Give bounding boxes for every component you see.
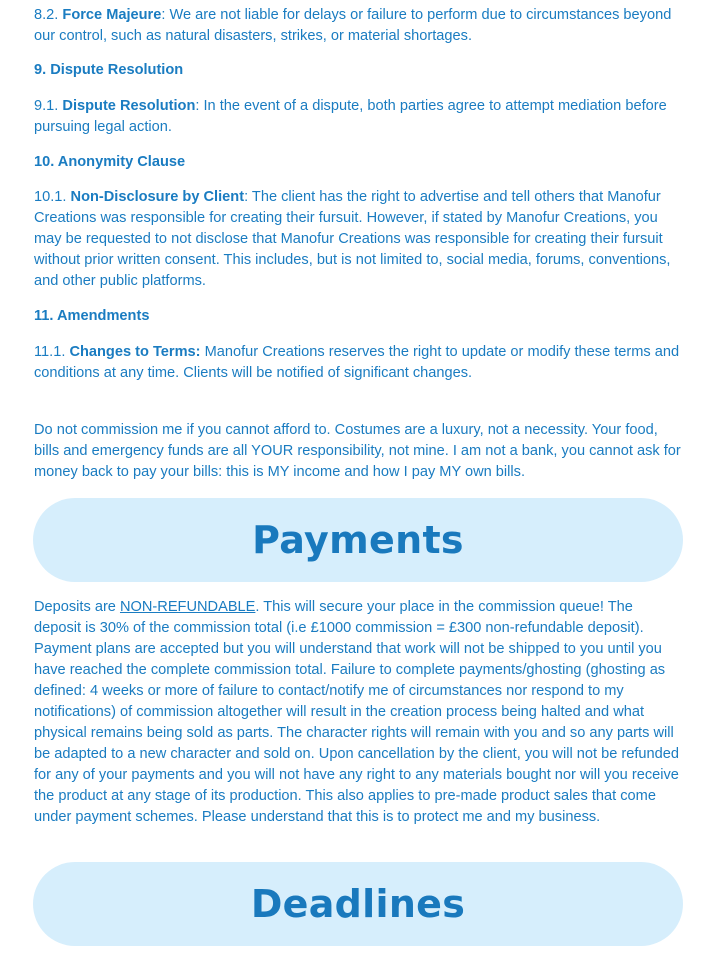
section-heading-anonymity: 10. Anonymity Clause: [34, 154, 186, 170]
section-heading-dispute: 9. Dispute Resolution: [34, 62, 184, 78]
deadlines-title: Deadlines: [250, 882, 466, 926]
afford-notice: Do not commission me if you cannot afford to. Costumes are a luxury, not a necessity. Your food, bills and emergency funds are all YOUR responsibility, not mine. I am not a bank, you cannot ask for money back to pay your bills: this is MY income and how I pay MY own bills.: [34, 422, 681, 480]
payments-intro: Deposits are: [34, 599, 120, 615]
payments-paragraph: [34, 597, 683, 828]
payments-text: . This will secure your place in the commission queue! The deposit is 30% of the commission total (i.e £1000 commission = £300 non-refundable deposit). Payment plans are accepted but you will understand that work will not be shipped to you until you have reached the complete commission total. Failure to complete payments/ghosting (ghosting as defined: 4 weeks or more of failure to contact/notify me of circumstances nor respond to my notifications) of commission altogether will result in the creation process being halted and what physical remains being sold as parts. The character rights will remain with you and so any parts will be adapted to a new character and sold on. Upon cancellation by the client, you will not be refunded for any of your payments and you will not have any right to any materials bought nor will you receive the product at any stage of its production. This also applies to pre-made product sales that come under payment schemes. Please understand that this is to protect me and my business.: [34, 599, 679, 825]
payments-banner: [33, 498, 683, 582]
payments-title: Payments: [252, 518, 464, 562]
clause-number: 9.1.: [34, 98, 59, 114]
clause-title: Non-Disclosure by Client: [70, 189, 245, 205]
clause-non-disclosure: [34, 187, 683, 292]
clause-title: Dispute Resolution: [62, 98, 196, 114]
clause-text: : In the event of a dispute, both parties agree to attempt mediation before pursuing legal action.: [34, 98, 667, 135]
clause-text: : We are not liable for delays or failure to perform due to circumstances beyond our control, such as natural disasters, strikes, or material shortages.: [34, 7, 672, 44]
clause-number: 11.1.: [34, 344, 66, 360]
clause-number: 10.1.: [34, 189, 67, 205]
clause-dispute-resolution: [34, 96, 683, 138]
clause-changes-to-terms: [34, 342, 683, 384]
clause-title: Changes to Terms:: [69, 344, 201, 360]
clause-text: : The client has the right to advertise and tell others that Manofur Creations was responsible for creating their fursuit. However, if stated by Manofur Creations, you may be requested to not disclose that Manofur Creations was responsible for creating their fursuit without prior written consent. This includes, but is not limited to, social media, forums, conventions, and other public platforms.: [34, 189, 671, 289]
non-refundable-link[interactable]: NON-REFUNDABLE: [119, 599, 256, 615]
deadlines-banner: [33, 862, 683, 946]
clause-number: 8.2.: [34, 7, 59, 23]
section-heading-amendments: 11. Amendments: [34, 308, 150, 324]
clause-force-majeure: [34, 5, 683, 47]
clause-title: Force Majeure: [62, 7, 162, 23]
clause-text: Manofur Creations reserves the right to update or modify these terms and conditions at any time. Clients will be notified of significant changes.: [34, 344, 680, 381]
